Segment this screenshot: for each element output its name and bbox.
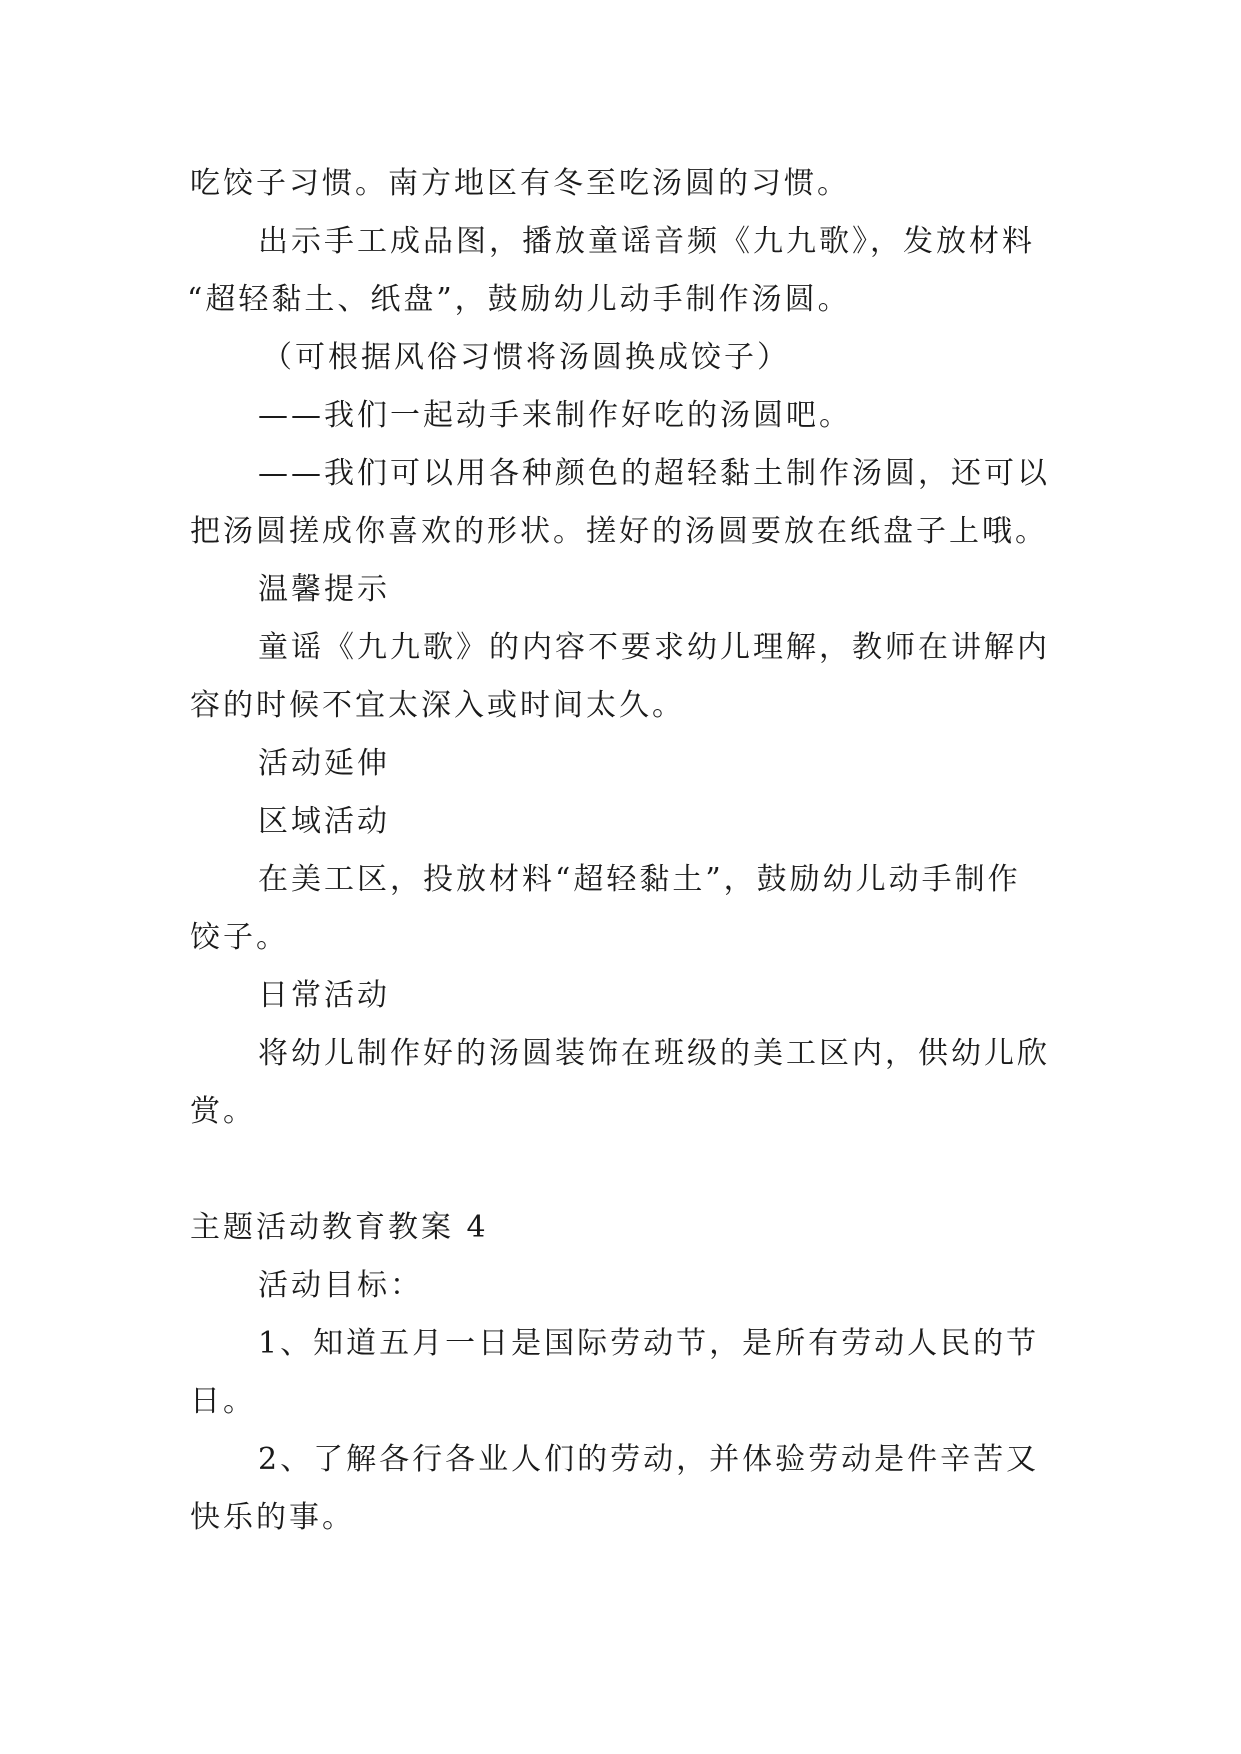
text-line: 快乐的事。 [190, 1500, 355, 1535]
section-heading: 日常活动 [258, 978, 390, 1013]
text-line: 在美工区，投放材料“超轻黏土”，鼓励幼儿动手制作 [258, 862, 1021, 897]
text-line: 1、知道五月一日是国际劳动节，是所有劳动人民的节 [258, 1326, 1040, 1361]
text-line: 2、了解各行各业人们的劳动，并体验劳动是件辛苦又 [258, 1442, 1040, 1477]
text-line: ——我们一起动手来制作好吃的汤圆吧。 [258, 398, 852, 433]
text-line: ——我们可以用各种颜色的超轻黏土制作汤圆，还可以 [258, 456, 1050, 491]
section-heading: 活动目标： [258, 1268, 423, 1303]
text-line: 将幼儿制作好的汤圆装饰在班级的美工区内，供幼儿欣 [258, 1036, 1050, 1071]
text-line: 容的时候不宜太深入或时间太久。 [190, 688, 685, 723]
section-heading: 温馨提示 [258, 572, 390, 607]
section-heading: 活动延伸 [258, 746, 390, 781]
text-line: 饺子。 [190, 920, 289, 955]
text-line: 日。 [190, 1384, 256, 1419]
text-line: （可根据风俗习惯将汤圆换成饺子） [262, 340, 790, 375]
text-line: 把汤圆搓成你喜欢的形状。搓好的汤圆要放在纸盘子上哦。 [190, 514, 1048, 549]
text-line: 赏。 [190, 1094, 256, 1129]
text-line: 童谣《九九歌》的内容不要求幼儿理解，教师在讲解内 [258, 630, 1050, 665]
text-line: 吃饺子习惯。南方地区有冬至吃汤圆的习惯。 [190, 166, 850, 201]
text-line: 出示手工成品图，播放童谣音频《九九歌》，发放材料 [258, 224, 1035, 259]
text-line: “超轻黏土、纸盘”，鼓励幼儿动手制作汤圆。 [187, 282, 851, 317]
lesson-title: 主题活动教育教案 4 [190, 1210, 489, 1245]
section-heading: 区域活动 [258, 804, 390, 839]
